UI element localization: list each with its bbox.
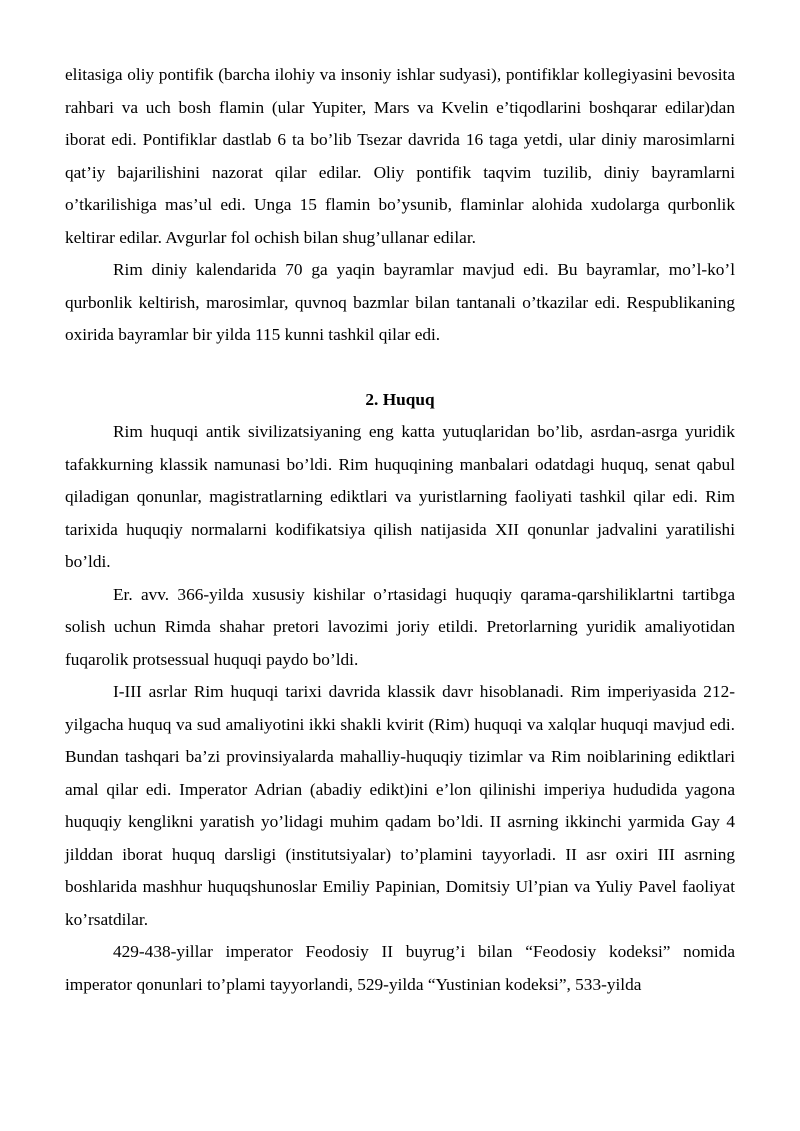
section-spacer	[65, 352, 735, 384]
paragraph-continuation: elitasiga oliy pontifik (barcha ilohiy va insoniy ishlar sudyasi), pontifiklar kollegiyasini bevosita rahbari va uch bosh flamin (ular Yupiter, Mars va Kvelin e’tiqodlarini boshqarar edilar)dan iborat edi. Pontifiklar dastlab 6 ta bo’lib Tsezar davrida 16 taga yetdi, ular diniy marosimlarni qat’iy bajarilishini nazorat qilar edilar. Oliy pontifik taqvim tuzilib, diniy bayramlarni o’tkarilishiga mas’ul edi. Unga 15 flamin bo’ysunib, flaminlar alohida xudolarga qurbonlik keltirar edilar. Avgurlar fol ochish bilan shug’ullanar edilar.	[65, 65, 735, 247]
paragraph-codes: 429-438-yillar imperator Feodosiy II buyrug’i bilan “Feodosiy kodeksi” nomida imperator qonunlari to’plami tayyorlandi, 529-yilda “Yustinian kodeksi”, 533-yilda	[65, 942, 735, 994]
paragraph-holidays: Rim diniy kalendarida 70 ga yaqin bayramlar mavjud edi. Bu bayramlar, mo’l-ko’l qurbonlik keltirish, marosimlar, quvnoq bazmlar bilan tantanali o’tkazilar edi. Respublikaning oxirida bayramlar bir yilda 115 kunni tashkil qilar edi.	[65, 260, 735, 344]
paragraph-classical-period: I-III asrlar Rim huquqi tarixi davrida klassik davr hisoblanadi. Rim imperiyasida 212-yilgacha huquq va sud amaliyotini ikki shakli kvirit (Rim) huquqi va xalqlar huquqi mavjud edi. Bundan tashqari ba’zi provinsiyalarda mahalliy-huquqiy tizimlar va Rim noiblarining ediktlari amal qilar edi. Imperator Adrian (abadiy edikt)ini e’lon qilinishi imperiya hududida yagona huquqiy kenglikni yaratish yo’lidagi muhim qadam bo’ldi. II asrning ikkinchi yarmida Gay 4 jilddan iborat huquq darsligi (institutsiyalar) to’plamini tayyorladi. II asr oxiri III asrning boshlarida mashhur huquqshunoslar Emiliy Papinian, Domitsiy Ul’pian va Yuliy Pavel faoliyat ko’rsatdilar.	[65, 682, 735, 929]
section-heading: 2. Huquq	[365, 389, 435, 409]
paragraph-praetor: Er. avv. 366-yilda xususiy kishilar o’rtasidagi huquqiy qarama-qarshiliklartni tartibga solish uchun Rimda shahar pretori lavozimi joriy etildi. Pretorlarning yuridik amaliyotidan fuqarolik protsessual huquqi paydo bo’ldi.	[65, 584, 735, 669]
page-body	[65, 59, 735, 1001]
paragraph-roman-law: Rim huquqi antik sivilizatsiyaning eng katta yutuqlaridan bo’lib, asrdan-asrga yuridik tafakkurning klassik namunasi bo’ldi. Rim huquqining manbalari odatdagi huquq, senat qabul qiladigan qonunlar, magistratlarning ediktlari va yuristlarning faoliyati tashkil qilar edi. Rim tarixida huquqiy normalarni kodifikatsiya qilish natijasida XII qonunlar jadvalini yaratilishi bo’ldi.	[65, 422, 735, 571]
